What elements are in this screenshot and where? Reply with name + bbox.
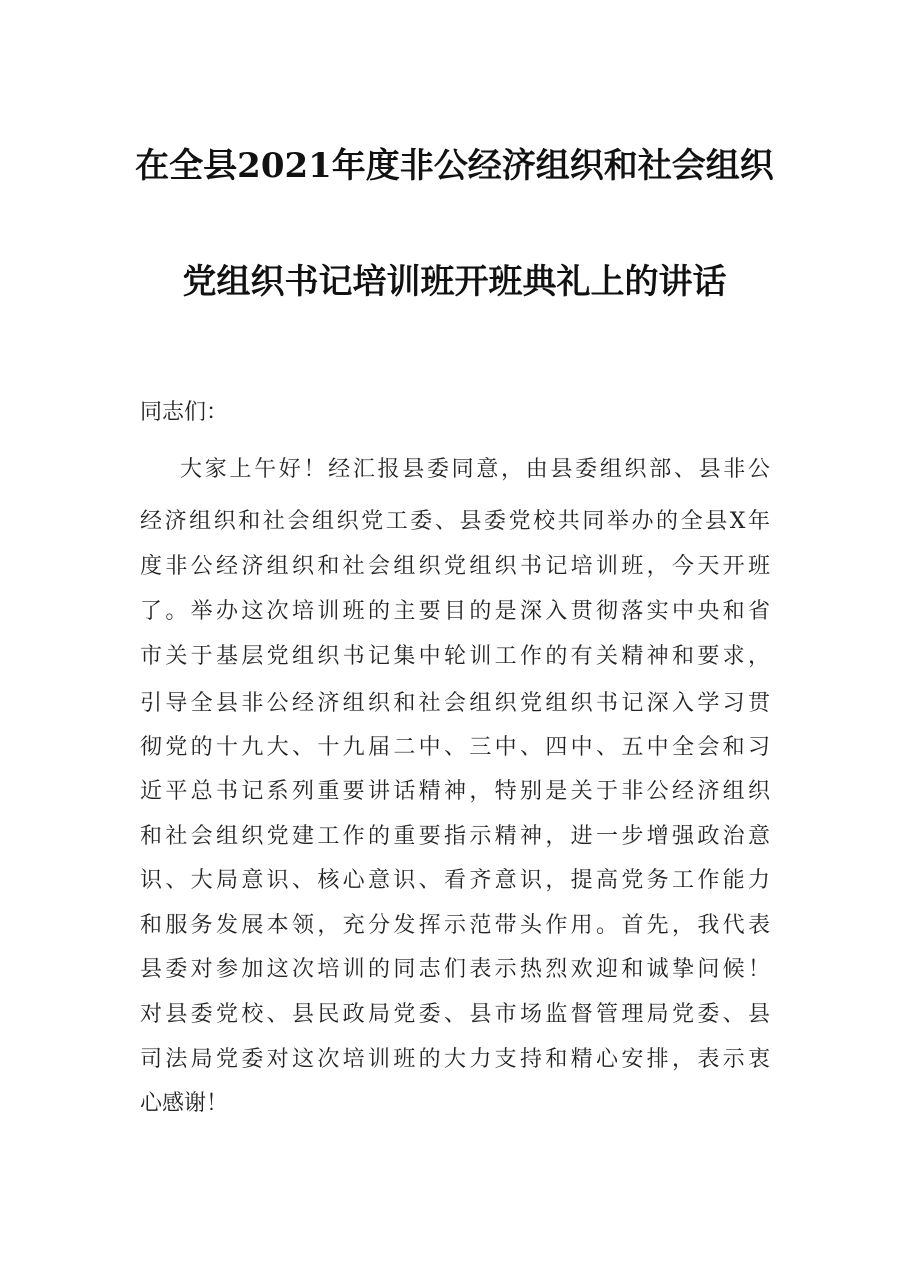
- paragraph-line: 度非公经济组织和社会组织党组织书记培训班，今天开班: [140, 554, 770, 579]
- paragraph-line: 识、大局意识、核心意识、看齐意识，提高党务工作能力: [140, 868, 770, 893]
- paragraph-line: 彻党的十九大、十九届二中、三中、四中、五中全会和习: [140, 735, 770, 760]
- paragraph-line: 县委对参加这次培训的同志们表示热烈欢迎和诚挚问候！: [140, 957, 770, 982]
- document-title-line-2: 党组织书记培训班开班典礼上的讲话: [182, 262, 727, 302]
- salutation: 同志们：: [140, 400, 229, 425]
- paragraph-line: 经济组织和社会组织党工委、县委党校共同举办的全县X年: [140, 509, 770, 534]
- document-title-line-1: 在全县2021年度非公经济组织和社会组织: [135, 146, 774, 186]
- paragraph-line: 和服务发展本领，充分发挥示范带头作用。首先，我代表: [140, 913, 770, 938]
- paragraph-line: 市关于基层党组织书记集中轮训工作的有关精神和要求，: [140, 644, 770, 669]
- paragraph-line: 对县委党校、县民政局党委、县市场监督管理局党委、县: [140, 1002, 770, 1027]
- paragraph-line: 心感谢！: [140, 1091, 229, 1116]
- paragraph-line: 近平总书记系列重要讲话精神，特别是关于非公经济组织: [140, 779, 770, 804]
- paragraph-line: 和社会组织党建工作的重要指示精神，进一步增强政治意: [140, 824, 770, 849]
- paragraph-line: 司法局党委对这次培训班的大力支持和精心安排，表示衷: [140, 1047, 770, 1072]
- paragraph-line: 引导全县非公经济组织和社会组织党组织书记深入学习贯: [140, 691, 770, 716]
- paragraph-line: 大家上午好！经汇报县委同意，由县委组织部、县非公: [180, 457, 770, 482]
- paragraph-line: 了。举办这次培训班的主要目的是深入贯彻落实中央和省: [140, 599, 770, 624]
